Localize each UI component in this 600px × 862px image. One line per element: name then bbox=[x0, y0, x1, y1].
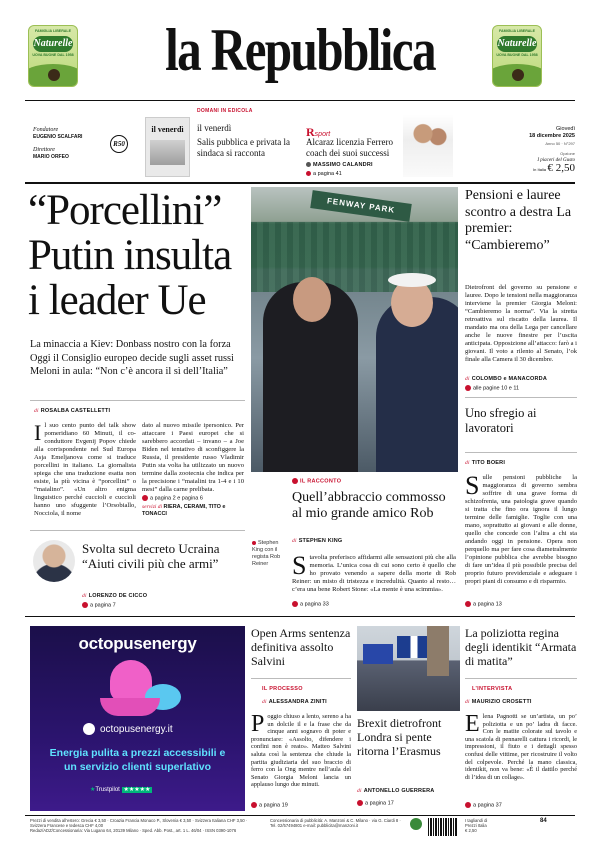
arrow-icon bbox=[306, 171, 311, 176]
brexit-pageref[interactable]: a pagina 17 bbox=[357, 800, 394, 806]
openarms-text: Poggio chiuso a lento, sereno a ha un dolcile il e la frase che da cinque anni sognavo di poter e pronunciare: «Assolto, difendere i confini non è reato». Matteo Salvini saluta così la sentenza che chiude la partita giudiziaria del suo braccio di ferro con la Ong mentre nell’aula del Senato Giorgia Meloni lancia un applauso lungo due minuti. bbox=[251, 713, 351, 789]
fenway-sign: FENWAY PARK bbox=[310, 190, 412, 222]
racconto-headline[interactable]: Quell’abbraccio commosso al mio grande amico Rob bbox=[292, 490, 446, 521]
sfregio-text: Sulle pensioni pubbliche la maggioranza di governo sembra soffrire di una grave forma di schizofrenia, una patologia grave quando si tratta che fino ora ignora il lungo termine delle famiglie. Toglie con una mano, soprattutto ai giovani e alle donne, quello che concede con l’altra a chi sta andando oggi in pensione. Opera non perquello ma per fare cosa diametralmente l’opinione pubblica che avrebbe bisogno di fare un’idea il più possibile precisa del proprio futuro previdenziale e adeguare i propri piani di consumo e di risparmio. bbox=[465, 474, 577, 585]
lead-pageref[interactable]: a pagina 2 e pagina 6 bbox=[142, 495, 203, 501]
brexit-byline: di ANTONELLO GUERRERA bbox=[357, 788, 435, 794]
lead-subhead[interactable]: La minaccia a Kiev: Donbass nostro con la forza Oggi il Consiglio europeo decide sugli asset russi Meloni in aula: “Non c’è ancora il sì dell’Italia” bbox=[30, 339, 234, 377]
sfregio-byline: di TITO BOERI bbox=[465, 460, 506, 466]
racconto-kicker: IL RACCONTO bbox=[292, 478, 341, 484]
pensioni-text: Dietrofront del governo su pensione e lauree. Dopo le tensioni nella maggioranza interviene la premier Giorgia Meloni: “Cambieremo la norma”. Via la stretta retroattiva sul riscatto della laurea. Il mandato ma ora della Lega per cancellare anche le nuove finestre per l’uscita anticipata. Opposizione all’attacco: farò a i giovani. Il voto a rilento al Senato, l’ok finale alla Camera il 30 dicembre. bbox=[465, 284, 577, 363]
trustpilot-label: ★Trustpilot ★★★★★ bbox=[90, 787, 151, 793]
arrow-icon bbox=[292, 601, 298, 607]
poliziotta-byline: di MAURIZIO CROSETTI bbox=[465, 699, 532, 705]
masthead-title[interactable]: la Repubblica bbox=[165, 17, 435, 83]
pensioni-headline[interactable]: Pensioni e lauree scontro a destra La premier: “Cambieremo” bbox=[465, 188, 572, 253]
naturelle-logo: Naturelle bbox=[497, 36, 537, 52]
brexit-headline[interactable]: Brexit dietrofront Londra si pente ritorna l’Erasmus bbox=[357, 716, 442, 758]
lead-headline[interactable]: “Porcellini” Putin insulta i leader Ue bbox=[28, 187, 232, 324]
star-icon: ★ bbox=[90, 787, 96, 793]
photo-caption: Stephen King con il regista Rob Reiner bbox=[252, 540, 281, 567]
caption-bullet bbox=[252, 541, 256, 545]
rsport-headline[interactable]: Alcaraz licenzia Ferrero coach dei suoi successi bbox=[306, 137, 393, 158]
rep-seal-icon: R50 bbox=[110, 135, 128, 153]
racconto-pageref[interactable]: a pagina 33 bbox=[292, 601, 329, 607]
tentacles-graphic bbox=[100, 698, 160, 716]
arrow-icon bbox=[142, 495, 148, 501]
sfregio-headline[interactable]: Uno sfregio ai lavoratori bbox=[465, 406, 537, 435]
fsc-logo-icon bbox=[410, 818, 422, 830]
ukraine-headline[interactable]: Svolta sul decreto Ucraina “Aiuti civili più che armi” bbox=[82, 541, 220, 571]
pensioni-byline: di COLOMBO e MANACORDA bbox=[465, 376, 547, 382]
footer-mid: Concessionaria di pubblicità: A. Manzoni & C. Milano · via G. Ciardi 8 · Tel. 02/57494801 e-mail: pubblicita@manzoni.it bbox=[270, 818, 401, 828]
sfregio-pageref[interactable]: a pagina 13 bbox=[465, 601, 502, 607]
naturelle-ad-left[interactable]: FAMIGLIA LIBERALE Naturelle UOVA BUONE DAL 1958 bbox=[28, 25, 78, 87]
page-number: 84 bbox=[540, 818, 547, 824]
racconto-text: Stavolta preferisco affidarmi alle sensazioni più che alla memoria. L’unica cosa di cui sono certo è quello che ho provato venendo a sapere della morte di Rob Reiner: un misto di tristezza e incredulità. Quanto al resto… c’era una bene Robert Stone: «La mente è una scimmia». bbox=[292, 551, 456, 593]
arrow-icon bbox=[465, 802, 471, 808]
big-ben-graphic bbox=[427, 626, 449, 676]
poliziotta-text: Elena Pagnotti se un’artista, un po’ poliziotta e un po’ ladra di facce. Con le matite colorate sul tavolo e una scatola di pennarelli cattura i ricordi, le impressioni, il fiuto e i dettagli spesso confusi delle vittime, per ricostruire il volto del colpevole. Perché la mano classica, identikit, non va bene: «È il dattilo perché di l’idea di un collage». bbox=[465, 713, 577, 781]
arrow-icon bbox=[465, 601, 471, 607]
founder-block: Fondatore EUGENIO SCALFARI Direttore MARIO ORFEO bbox=[33, 127, 83, 160]
venerdi-kicker: il venerdì bbox=[197, 123, 232, 133]
openarms-kicker: IL PROCESSO bbox=[262, 686, 303, 692]
venerdi-cover[interactable]: il venerdì bbox=[145, 117, 190, 177]
openarms-headline[interactable]: Open Arms sentenza definitiva assolto Salvini bbox=[251, 626, 351, 668]
arrow-icon bbox=[82, 602, 88, 608]
naturelle-ad-right[interactable]: FAMIGLIA LIBERALE Naturelle UOVA BUONE DAL 1958 bbox=[492, 25, 542, 87]
octopus-site: octopusenergy.it bbox=[100, 724, 173, 735]
arrow-icon bbox=[357, 800, 363, 806]
cursor-icon bbox=[83, 723, 95, 735]
poliziotta-pageref[interactable]: a pagina 37 bbox=[465, 802, 502, 808]
pensioni-pageref[interactable]: alle pagine 10 e 11 bbox=[465, 385, 519, 391]
lead-byline: di ROSALBA CASTELLETTI bbox=[34, 408, 111, 414]
poliziotta-headline[interactable]: La poliziotta regina degli identikit “Armata di matita” bbox=[465, 626, 577, 668]
cover-photo bbox=[150, 140, 185, 165]
octopus-ad[interactable] bbox=[30, 626, 245, 811]
naturelle-logo: Naturelle bbox=[33, 36, 73, 52]
openarms-pageref[interactable]: a pagina 19 bbox=[251, 802, 288, 808]
hen-icon bbox=[512, 69, 524, 81]
bullet-icon bbox=[292, 478, 298, 484]
footer-left: Prezzi di vendita all’estero: Grecia € 3,50 · Croazia Francia Monaco P., Slovenia € 3,50 · Svizzera Italiana CHF 3,50 · Svizzera Francese e tedesca CHF 4,00 Redaz/ADZ/Concessionaria: Via Lugano 64, 20139 Milano · Sped. Abb. Post., art. 1 L. 46/04 · ISSN 0390-1076 bbox=[30, 818, 248, 833]
avatar-dot bbox=[306, 162, 311, 167]
rsport-logo: Rsport bbox=[306, 125, 331, 139]
face-left bbox=[293, 277, 331, 322]
uk-flag bbox=[397, 636, 431, 658]
stadium-photo[interactable] bbox=[251, 187, 458, 472]
lead-col2: dato al nuovo missile ipersonico. Per attaccare i Paesi europei che si sarebbero accordati – invano – a Joe Biden nel tentativo di sconfiggere la Russia, il presidente russo Vladimir Putin sta volta ha utilizzato un nuovo termine dalla zootecnia che indica per la precisione i “maialini tra 1-4 e i 10 mesi” dalla carne prelibata. bbox=[142, 422, 244, 493]
rsport-pageref[interactable]: a pagina 41 bbox=[306, 171, 342, 177]
barcode-icon bbox=[428, 818, 458, 836]
hair-right bbox=[388, 273, 436, 287]
avatar-de-cicco bbox=[33, 540, 75, 582]
racconto-byline: di STEPHEN KING bbox=[292, 538, 343, 544]
domani-label: DOMANI IN EDICOLA bbox=[197, 108, 253, 114]
alcaraz-photo bbox=[403, 115, 453, 177]
octopus-tagline: Energia pulita a prezzi accessibili e un servizio clienti superlativo bbox=[49, 747, 226, 773]
lead-col1: Il suo cento punto del talk show pomeridiano 60 Minuti, il co-conduttore Evgenij Popov chiede alla corrispondente nel Sud Europa Asja Emeljanova come si traduce porcellini in italiano. La giornalista spiega che una traduzione esatta non esiste, la più vicina è “porcellini” o “maialino”. «Un altro enigma linguistico perché cuccioli e cuccioli hanno uno sfuggente l’Orsobiallo, Nocciola, il nome bbox=[34, 420, 136, 517]
arrow-icon bbox=[251, 802, 257, 808]
poliziotta-kicker: L’INTERVISTA bbox=[472, 686, 513, 692]
arrow-icon bbox=[465, 385, 471, 391]
rsport-byline: MASSIMO CALANDRI bbox=[306, 162, 373, 168]
footer-right: I tagliandi di Prezzi Italia € 2,50 bbox=[465, 818, 488, 833]
venerdi-headline[interactable]: Salis pubblica e privata la sindaca si racconta bbox=[197, 137, 290, 158]
ukraine-byline: di LORENZO DE CICCO bbox=[82, 593, 148, 599]
octopus-brand: octopusenergy bbox=[78, 634, 197, 653]
lead-services: servizi di RIERA, CERAMI, TITO e TONACCI bbox=[142, 504, 226, 517]
openarms-byline: di ALESSANDRA ZINITI bbox=[262, 699, 327, 705]
hen-icon bbox=[48, 69, 60, 81]
date-block: Giovedì 18 dicembre 2025 Anno 50 · N°297 Opzione I piaceri del Gusto In Italia € 2,50 bbox=[529, 126, 575, 174]
brexit-photo[interactable] bbox=[357, 626, 460, 711]
ukraine-pageref[interactable]: a pagina 7 bbox=[82, 602, 116, 608]
rating-stars-icon: ★★★★★ bbox=[123, 787, 151, 793]
eu-flag bbox=[363, 644, 393, 664]
